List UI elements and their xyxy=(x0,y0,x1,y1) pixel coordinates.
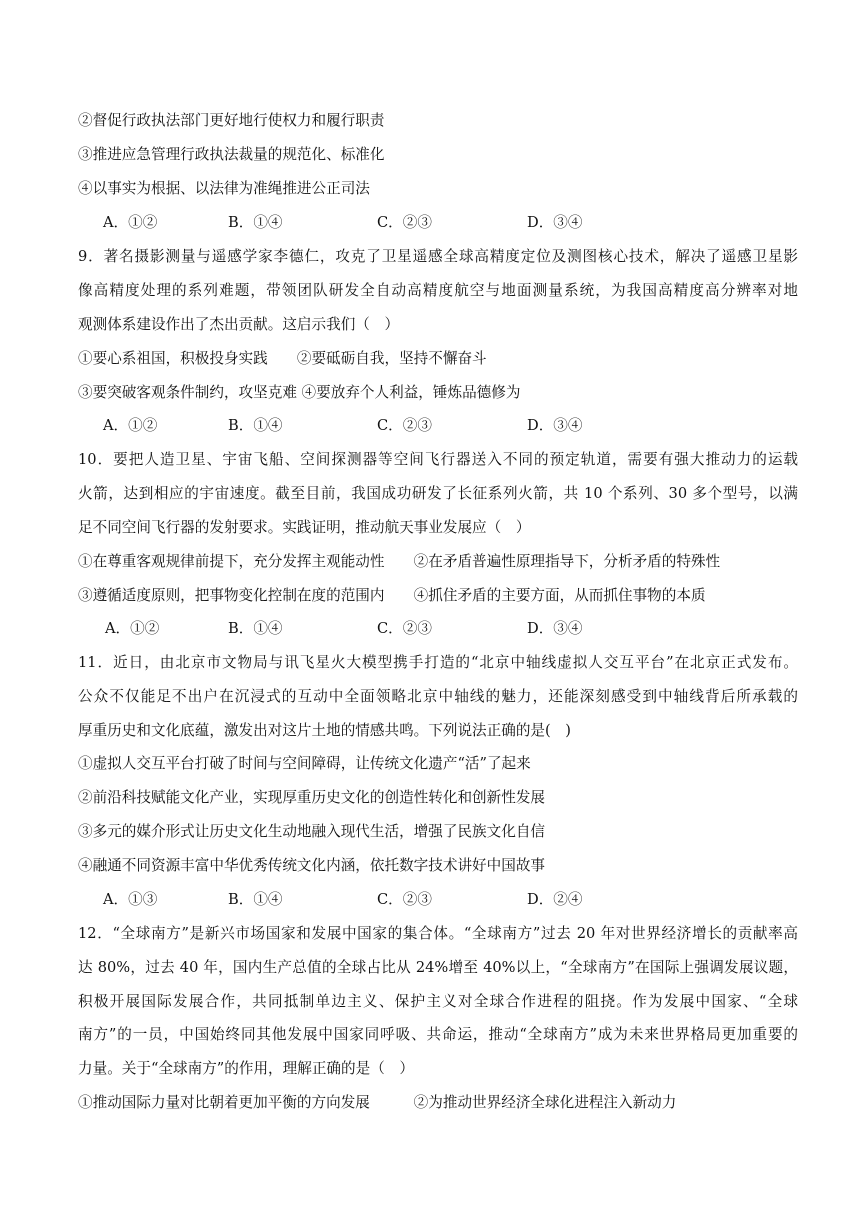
q12-stem-line-5: 力量。关于“全球南方”的作用，理解正确的是（ ） xyxy=(78,1060,414,1077)
q11-options xyxy=(0,890,860,910)
q11-option-d: D．②④ xyxy=(527,891,583,908)
q10-item-row-1: ①在尊重客观规律前提下，充分发挥主观能动性 ②在矛盾普遍性原理指导下，分析矛盾的特殊性 xyxy=(78,553,721,570)
q9-stem-line-1: 9．著名摄影测量与遥感学家李德仁，攻克了卫星遥感全球高精度定位及测图核心技术，解决了遥感卫星影 xyxy=(78,248,798,265)
q12-item-row-1: ①推动国际力量对比朝着更加平衡的方向发展 ②为推动世界经济全球化进程注入新动力 xyxy=(78,1094,677,1111)
q9-item-row-2: ③要突破客观条件制约，攻坚克难 ④要放弃个人利益，锤炼品德修为 xyxy=(78,384,521,401)
q10-item-row-2: ③遵循适度原则，把事物变化控制在度的范围内 ④抓住矛盾的主要方面，从而抓住事物的本质 xyxy=(78,587,706,604)
q11-item-3: ③多元的媒介形式让历史文化生动地融入现代生活，增强了民族文化自信 xyxy=(78,823,546,840)
q12-stem-line-3: 积极开展国际发展合作，共同抵制单边主义、保护主义对全球合作进程的阻挠。作为发展中国家、“全球 xyxy=(78,993,798,1010)
q12-stem-line-1: 12．“全球南方”是新兴市场国家和发展中国家的集合体。“全球南方”过去 20 年对世界经济增长的贡献率高 xyxy=(78,925,798,942)
q9-option-a: A．①② xyxy=(103,417,158,434)
q11-option-b: B．①④ xyxy=(228,891,283,908)
q10-stem-line-1: 10．要把人造卫星、宇宙飞船、空间探测器等空间飞行器送入不同的预定轨道，需要有强大推动力的运载 xyxy=(78,451,798,468)
q10-options xyxy=(0,619,860,639)
q10-option-b: B．①④ xyxy=(228,620,283,637)
q9-option-b: B．①④ xyxy=(228,417,283,434)
q9-option-c: C．②③ xyxy=(377,417,432,434)
q11-item-1: ①虚拟人交互平台打破了时间与空间障碍，让传统文化遗产“活”了起来 xyxy=(78,755,531,772)
q11-item-2: ②前沿科技赋能文化产业，实现厚重历史文化的创造性转化和创新性发展 xyxy=(78,789,546,806)
q8-item-2: ②督促行政执法部门更好地行使权力和履行职责 xyxy=(78,112,385,129)
q11-stem-line-3: 厚重历史和文化底蕴，激发出对这片土地的情感共鸣。下列说法正确的是( ) xyxy=(78,722,571,739)
q8-option-a: A．①② xyxy=(103,214,158,231)
q11-stem-line-2: 公众不仅能足不出户在沉浸式的互动中全面领略北京中轴线的魅力，还能深刻感受到中轴线背后所承载的 xyxy=(78,688,798,705)
q8-options xyxy=(0,213,860,233)
q8-item-3: ③推进应急管理行政执法裁量的规范化、标准化 xyxy=(78,146,385,163)
q12-stem-line-4: 南方”的一员，中国始终同其他发展中国家同呼吸、共命运，推动“全球南方”成为未来世界格局更加重要的 xyxy=(78,1026,798,1043)
q11-option-a: A．①③ xyxy=(103,891,158,908)
q12-stem-line-2: 达 80%，过去 40 年，国内生产总值的全球占比从 24%增至 40%以上，“全球南方”在国际上强调发展议题， xyxy=(78,959,798,976)
q8-option-b: B．①④ xyxy=(228,214,283,231)
q9-stem-line-2: 像高精度处理的系列难题，带领团队研发全自动高精度航空与地面测量系统，为我国高精度高分辨率对地 xyxy=(78,282,798,299)
q11-item-4: ④融通不同资源丰富中华优秀传统文化内涵，依托数字技术讲好中国故事 xyxy=(78,857,546,874)
q10-option-d: D．③④ xyxy=(527,620,583,637)
q9-options xyxy=(0,416,860,436)
q10-option-c: C．②③ xyxy=(377,620,432,637)
q11-stem-line-1: 11．近日，由北京市文物局与讯飞星火大模型携手打造的“北京中轴线虚拟人交互平台”在北京正式发布。 xyxy=(78,654,798,671)
q10-stem-line-3: 足不同空间飞行器的发射要求。实践证明，推动航天事业发展应（ ） xyxy=(78,519,531,536)
q11-option-c: C．②③ xyxy=(377,891,432,908)
q8-option-d: D．③④ xyxy=(527,214,583,231)
q9-item-row-1: ①要心系祖国，积极投身实践 ②要砥砺自我，坚持不懈奋斗 xyxy=(78,350,487,367)
q8-item-4: ④以事实为根据、以法律为准绳推进公正司法 xyxy=(78,180,370,197)
q9-option-d: D．③④ xyxy=(527,417,583,434)
q8-option-c: C．②③ xyxy=(377,214,432,231)
q10-stem-line-2: 火箭，达到相应的宇宙速度。截至目前，我国成功研发了长征系列火箭，共 10 个系列、30 多个型号，以满 xyxy=(78,485,798,502)
q9-stem-line-3: 观测体系建设作出了杰出贡献。这启示我们（ ） xyxy=(78,316,400,333)
q10-option-a: A．①② xyxy=(105,620,160,637)
